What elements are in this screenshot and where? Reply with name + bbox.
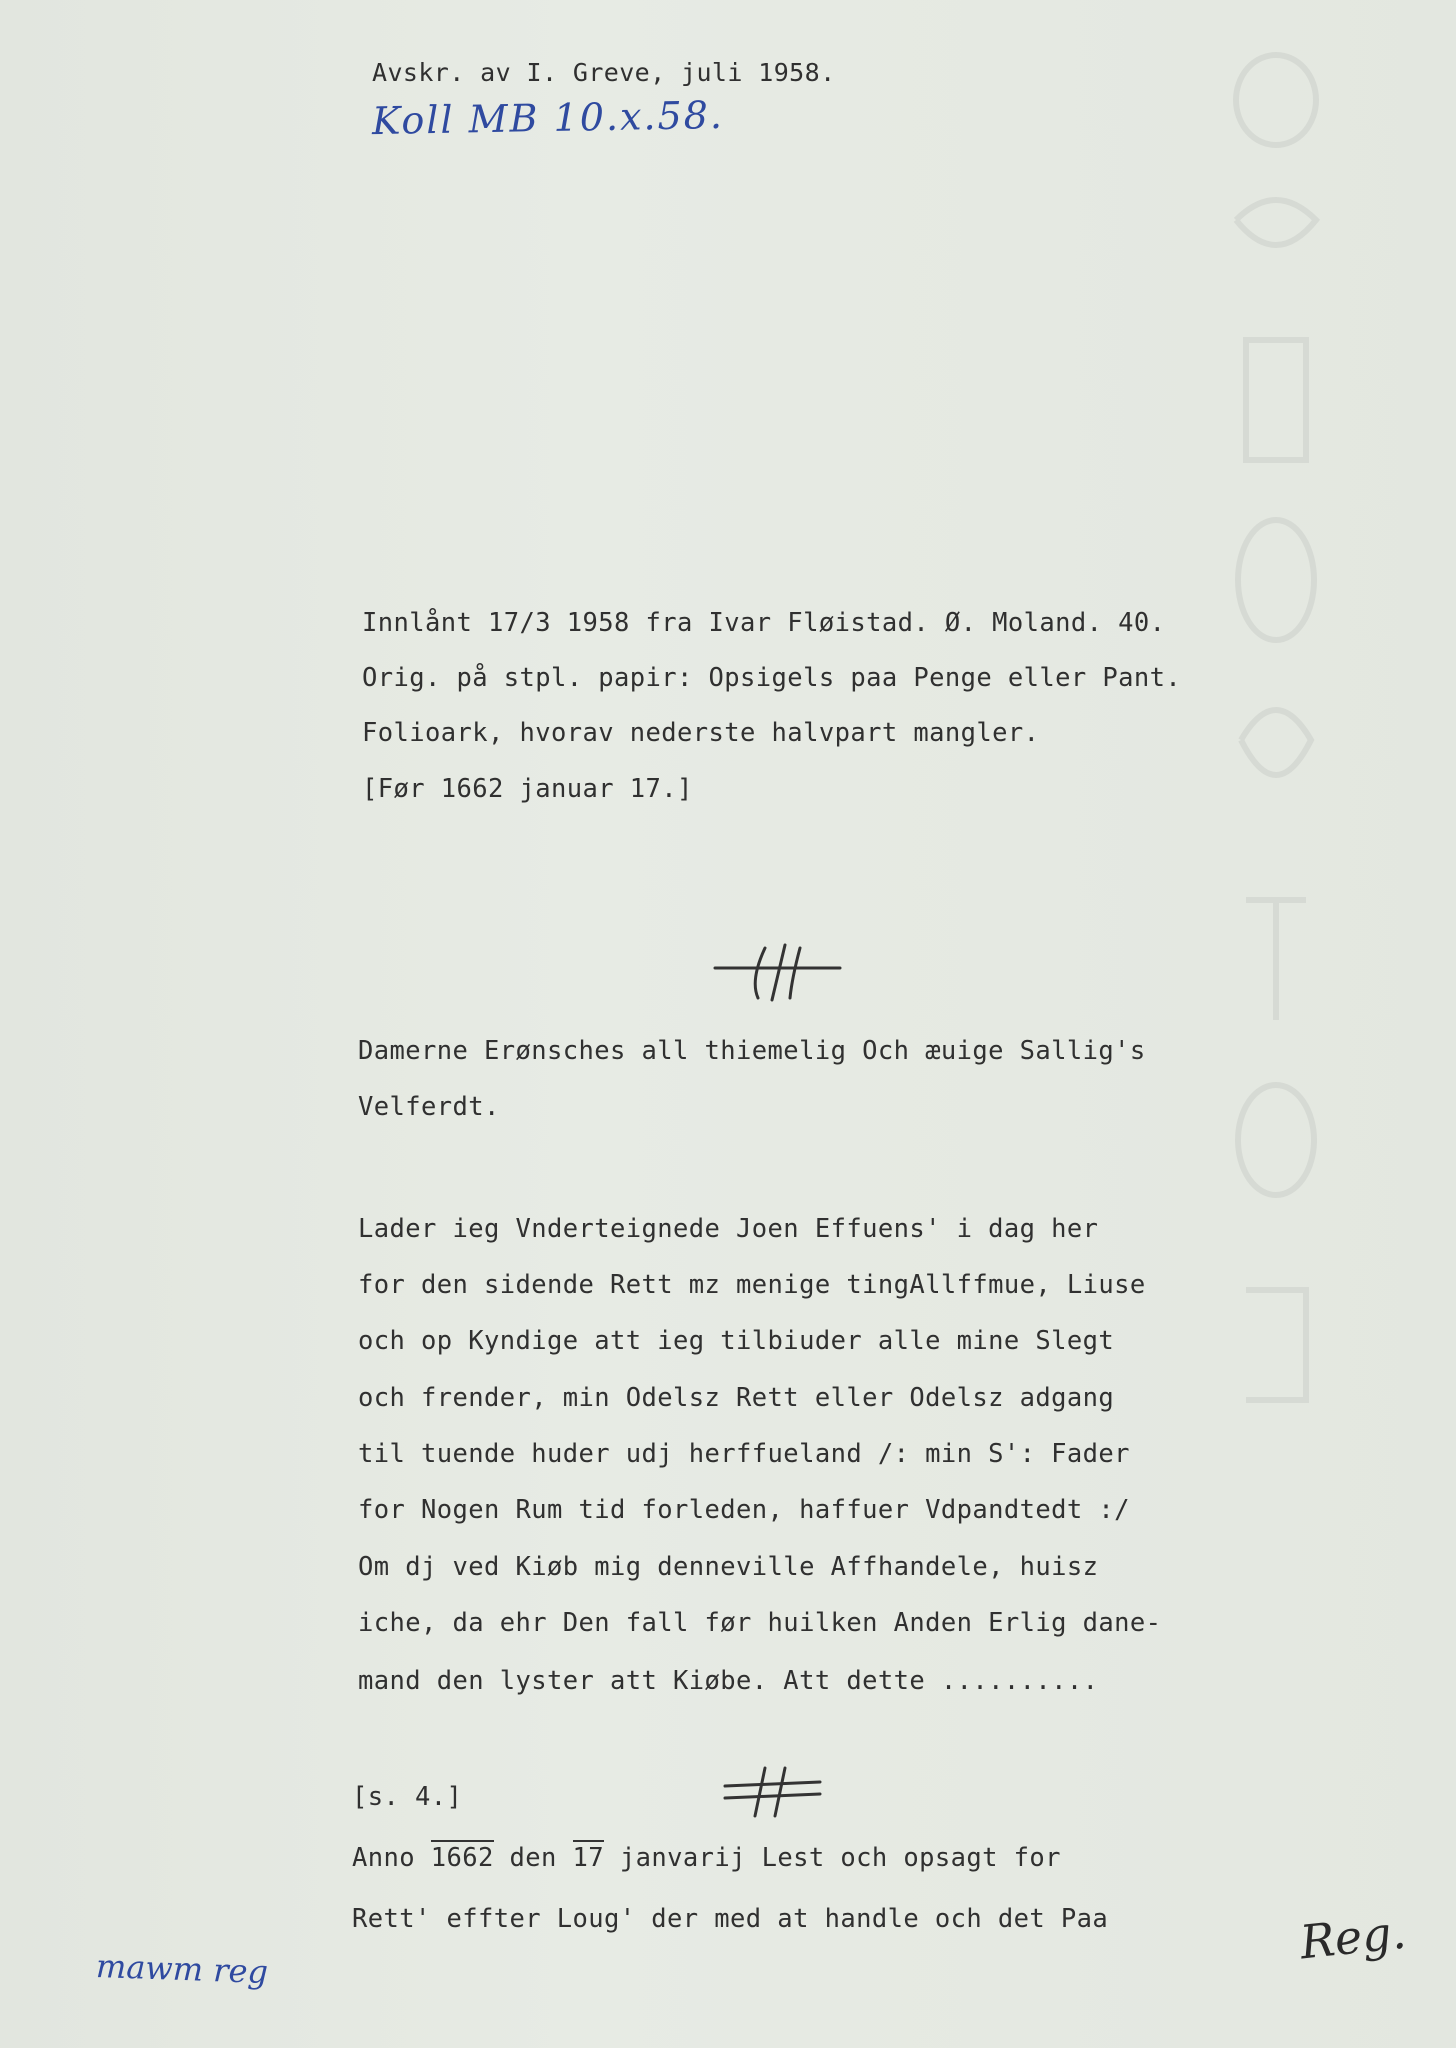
closing-den: den [493,1843,573,1873]
body-line: mand den lyster att Kiøbe. Att dette .......... [358,1666,1099,1696]
page-reference: [s. 4.] [352,1782,463,1812]
intro-line: Innlånt 17/3 1958 fra Ivar Fløistad. Ø. Moland. 40. [362,608,1166,638]
closing-year: 1662 [431,1840,494,1873]
closing-rest: janvarij Lest och opsagt for [604,1843,1061,1873]
monogram-mark [710,940,850,1010]
margin-note-bottom-left: mawm reg [95,1947,269,1991]
closing-line-1 [352,1843,1061,1873]
body-line: och frender, min Odelsz Rett eller Odelsz adgang [358,1383,1115,1413]
date-bracket: [Før 1662 januar 17.] [362,774,693,804]
closing-line-2: Rett' effter Loug' der med at handle och det Paa [352,1904,1109,1934]
body-line: for Nogen Rum tid forleden, haffuer Vdpandtedt :/ [358,1495,1130,1525]
body-line: for den sidende Rett mz menige tingAllffmue, Liuse [358,1270,1146,1300]
body-line: och op Kyndige att ieg tilbiuder alle mine Slegt [358,1326,1115,1356]
bleed-through-marks [1216,40,1336,1540]
body-line: Om dj ved Kiøb mig denneville Affhandele, huisz [358,1552,1099,1582]
intro-line: Folioark, hvorav nederste halvpart mangler. [362,718,1040,748]
salutation-line: Velferdt. [358,1092,500,1122]
collation-note-handwritten: Koll MB 10.x.58. [371,92,725,144]
margin-note-bottom-right: Reg. [1297,1904,1409,1970]
intro-line: Orig. på stpl. papir: Opsigels paa Penge eller Pant. [362,663,1182,693]
hash-mark [720,1762,830,1822]
closing-day: 17 [573,1840,605,1873]
closing-anno: Anno [352,1843,431,1873]
salutation-line: Damerne Erønsches all thiemelig Och æuige Sallig's [358,1036,1146,1066]
body-line: til tuende huder udj herffueland /: min S': Fader [358,1439,1130,1469]
transcription-credit: Avskr. av I. Greve, juli 1958. [372,58,836,87]
body-line: iche, da ehr Den fall før huilken Anden Erlig dane- [358,1608,1162,1638]
body-line: Lader ieg Vnderteignede Joen Effuens' i dag her [358,1214,1099,1244]
